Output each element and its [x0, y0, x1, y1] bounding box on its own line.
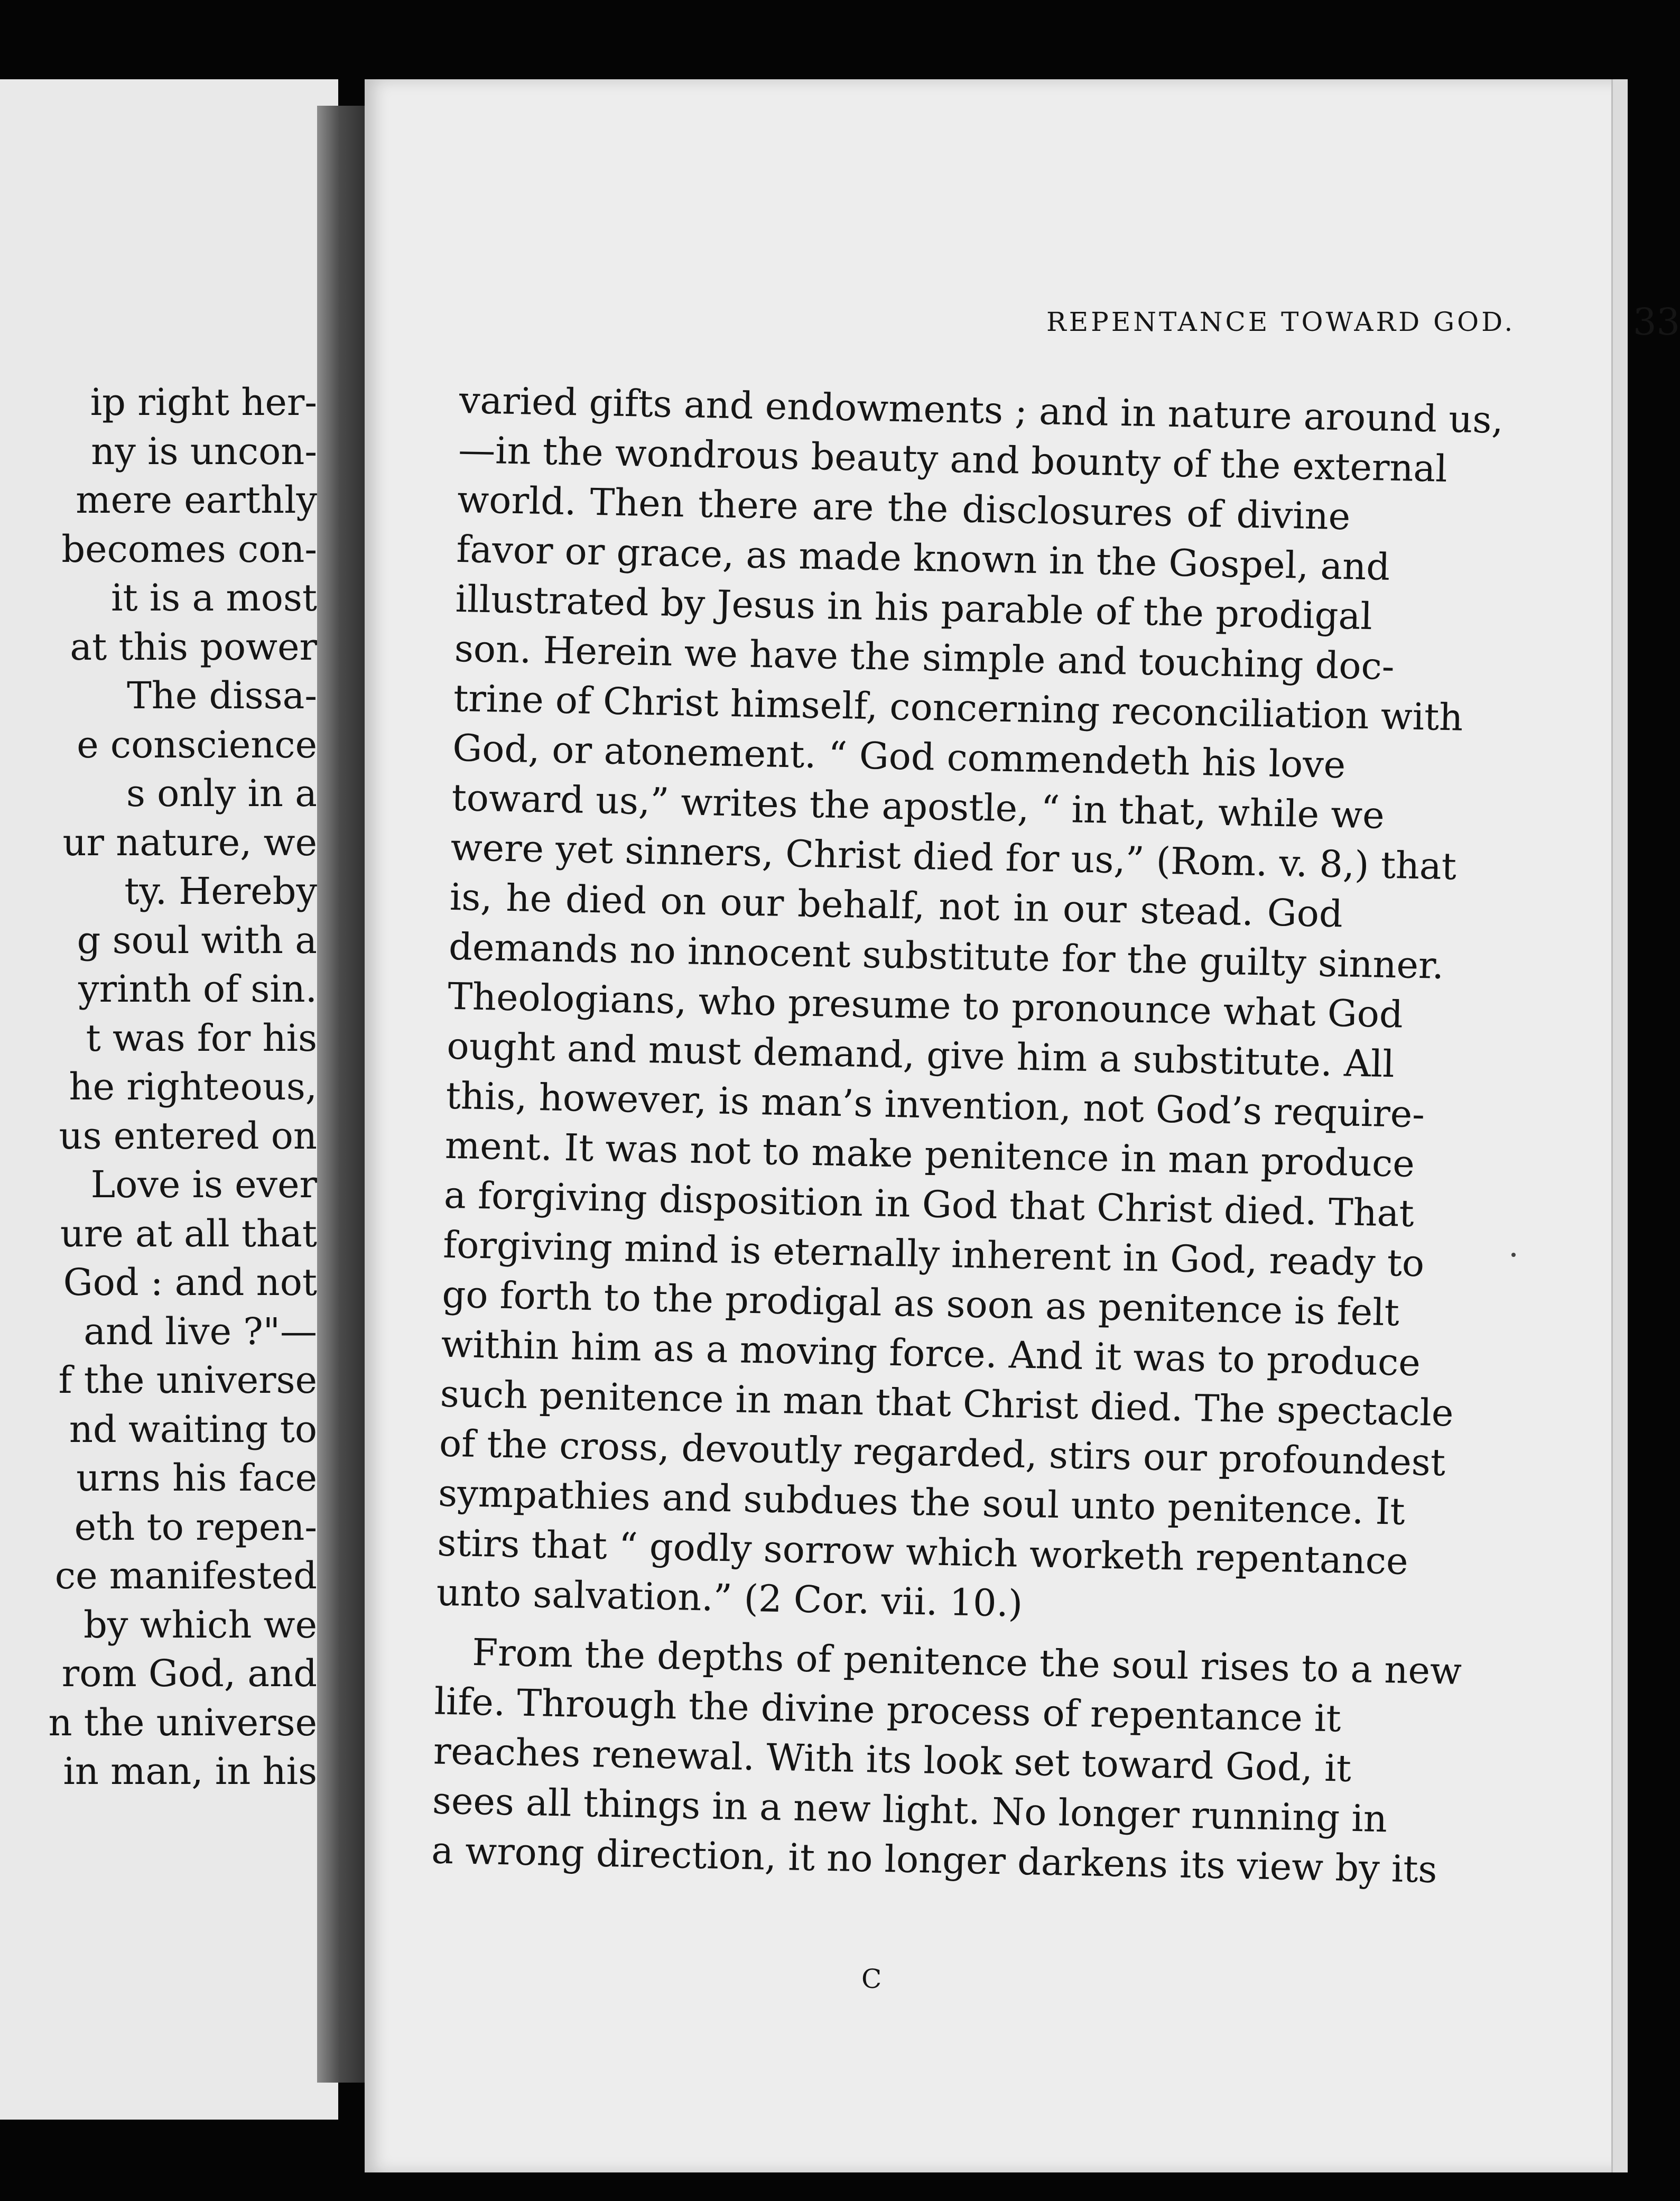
- left-page-line: rom God, and: [61, 1652, 317, 1695]
- text-line: —in the wondrous beauty and bounty of the external: [458, 428, 1448, 491]
- left-page-line: at this power: [70, 625, 317, 669]
- left-page-line: Love is ever: [79, 1163, 317, 1206]
- text-line: varied gifts and endowments ; and in nature around us,: [459, 378, 1504, 442]
- text-line: son. Herein we have the simple and touching doc-: [454, 626, 1395, 689]
- page-number: 33: [1633, 300, 1680, 344]
- text-line: a wrong direction, it no longer darkens its view by its: [431, 1828, 1438, 1892]
- text-line: From the depths of penitence the soul rises to a new: [471, 1630, 1462, 1693]
- speck: [1511, 1253, 1516, 1257]
- text-line: is, he died on our behalf, not in our stead. God: [449, 875, 1343, 936]
- left-page-line: ure at all that: [60, 1212, 317, 1255]
- text-line: world. Then there are the disclosures of divine: [457, 477, 1351, 539]
- left-page-line: f the universe: [58, 1358, 317, 1402]
- text-line: trine of Christ himself, concerning reconciliation with: [453, 676, 1464, 739]
- text-line: sees all things in a new light. No longer running in: [432, 1779, 1388, 1841]
- text-line: within him as a moving force. And it was to produce: [441, 1322, 1421, 1385]
- text-line: stirs that “ godly sorrow which worketh repentance: [437, 1521, 1409, 1583]
- left-page-line: ur nature, we: [62, 820, 317, 864]
- text-line: this, however, is man’s invention, not God’s require-: [445, 1074, 1425, 1136]
- text-line: were yet sinners, Christ died for us,” (Rom. v. 8,) that: [450, 825, 1457, 889]
- text-line: forgiving mind is eternally inherent in God, ready to: [442, 1223, 1425, 1286]
- text-line: go forth to the prodigal as soon as penitence is felt: [441, 1272, 1400, 1335]
- left-page-line: eth to repen-: [74, 1505, 317, 1549]
- left-page-line: us entered on: [59, 1114, 317, 1158]
- left-page-line: mere earthly: [76, 478, 317, 522]
- text-line: demands no innocent substitute for the guilty sinner.: [448, 924, 1444, 987]
- left-page-line: he righteous,: [69, 1065, 317, 1108]
- left-page-text: [0, 378, 317, 1796]
- body-text: [431, 375, 1504, 1892]
- left-page-line: e conscience: [77, 723, 317, 766]
- left-page: [0, 79, 338, 2120]
- left-page-line: n the universe: [48, 1700, 317, 1744]
- left-page-line: in man, in his: [63, 1750, 317, 1793]
- text-line: God, or atonement. “ God commendeth his love: [452, 726, 1346, 787]
- left-page-line: it is a most: [99, 576, 317, 619]
- book-gutter: [317, 106, 367, 2083]
- left-page-line: ce manifested: [54, 1554, 317, 1597]
- left-page-line: becomes con-: [61, 527, 317, 571]
- left-page-line: nd waiting to: [69, 1407, 317, 1451]
- left-page-line: ny is uncon-: [91, 429, 317, 473]
- right-page: [365, 79, 1680, 2172]
- left-page-line: by which we: [83, 1603, 317, 1647]
- text-line: illustrated by Jesus in his parable of the prodigal: [455, 577, 1373, 639]
- left-page-line: yrinth of sin.: [78, 967, 317, 1011]
- text-line: life. Through the divine process of repentance it: [434, 1679, 1342, 1741]
- text-line: favor or grace, as made known in the Gospel, and: [456, 527, 1390, 589]
- text-line: sympathies and subdues the soul unto penitence. It: [438, 1471, 1406, 1533]
- left-page-line: and live ?"—: [83, 1309, 317, 1353]
- text-line: such penitence in man that Christ died. The spectacle: [440, 1372, 1454, 1435]
- left-page-line: g soul with a: [77, 918, 317, 962]
- text-line: unto salvation.” (2 Cor. vii. 10.): [436, 1570, 1023, 1625]
- text-line: ought and must demand, give him a substitute. All: [446, 1024, 1395, 1086]
- text-line: reaches renewal. With its look set toward God, it: [433, 1729, 1352, 1790]
- text-line: toward us,” writes the apostle, “ in that, while we: [451, 775, 1385, 837]
- text-line: Theologians, who presume to pronounce what God: [447, 974, 1404, 1037]
- text-line: of the cross, devoutly regarded, stirs our profoundest: [439, 1421, 1446, 1485]
- signature-mark: C: [861, 1964, 882, 1994]
- running-title: REPENTANCE TOWARD GOD.: [1046, 307, 1516, 337]
- left-page-line: God : and not: [63, 1261, 317, 1304]
- text-line: ment. It was not to make penitence in man produce: [444, 1123, 1415, 1186]
- left-page-line: urns his face: [76, 1456, 317, 1500]
- left-page-line: t was for his: [86, 1016, 317, 1060]
- left-page-line: ip right her-: [90, 381, 317, 424]
- left-page-line: ty. Hereby: [124, 870, 317, 913]
- text-line: a forgiving disposition in God that Christ died. That: [443, 1173, 1415, 1235]
- left-page-line: s only in a: [126, 772, 317, 815]
- left-page-line: The dissa-: [115, 674, 317, 717]
